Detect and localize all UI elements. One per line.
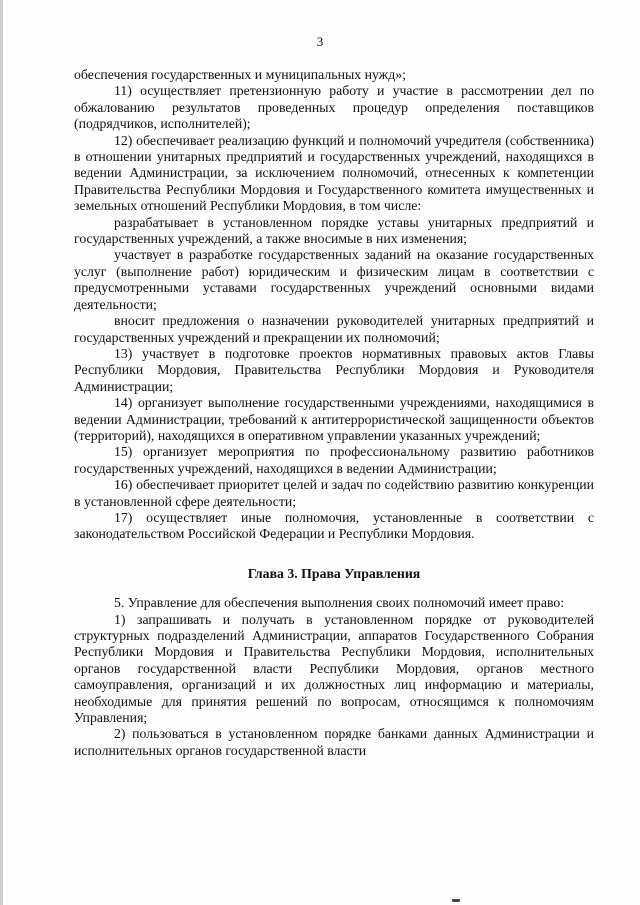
paragraph: 11) осуществляет претензионную работу и участие в рассмотрении дел по обжалованию результатов проведенных процедур определения поставщиков (подрядчиков, исполнителей); <box>74 83 594 132</box>
paragraph: разрабатывает в установленном порядке уставы унитарных предприятий и государственных учреждений, а также вносимые в них изменения; <box>74 214 594 247</box>
paragraph: 17) осуществляет иные полномочия, установленные в соответствии с законодательством Российской Федерации и Республики Мордовия. <box>74 509 594 542</box>
paragraph: 13) участвует в подготовке проектов нормативных правовых актов Главы Республики Мордовия, Правительства Республики Мордовия и Руководителя Администрации; <box>74 345 594 394</box>
scan-edge <box>0 0 3 905</box>
paragraph: 16) обеспечивает приоритет целей и задач по содействию развитию конкуренции в установленной сфере деятельности; <box>74 477 594 509</box>
document-body <box>74 67 594 759</box>
paragraph: вносит предложения о назначении руководителей унитарных предприятий и государственных учреждений и прекращении их полномочий; <box>74 313 594 345</box>
page-number: 3 <box>316 34 324 49</box>
paragraph: участвует в разработке государственных заданий на оказание государственных услуг (выполнение работ) юридическим и физическим лицам в соответствии с предусмотренными уставами государственных учреждений основными видами деятельности; <box>74 247 594 312</box>
paragraph: обеспечения государственных и муниципальных нужд»; <box>74 67 406 82</box>
chapter-title: Глава 3. Права Управления <box>247 565 421 581</box>
paragraph: 2) пользоваться в установленном порядке банками данных Администрации и исполнительных органов государственной власти <box>74 726 594 758</box>
paragraph: 1) запрашивать и получать в установленном порядке от руководителей структурных подразделений Администрации, аппаратов Государственного Собрания Республики Мордовия и Правительства Республики Мордовия, исполнительных органов государственной власти Республики Мордовия, органов местного самоуправления, организаций и их должностных лиц информацию и материалы, необходимые для принятия решений по вопросам, относящимся к полномочиям Управления; <box>74 611 594 726</box>
scan-artifact <box>452 899 460 902</box>
paragraphs-top <box>74 67 594 543</box>
paragraphs-bottom <box>74 595 594 759</box>
paragraph: 14) организует выполнение государственными учреждениями, находящимися в ведении Администрации, требований к антитеррористической защищенности объектов (территорий), находящихся в оперативном управлении указанных учреждений; <box>74 395 594 443</box>
paragraph: 12) обеспечивает реализацию функций и полномочий учредителя (собственника) в отношении унитарных предприятий и государственных учреждений, находящихся в ведении Администрации, за исключением полномочий, отнесенных к компетенции Правительства Республики Мордовия и Государственного комитета имущественных и земельных отношений Республики Мордовия, в том числе: <box>74 132 594 214</box>
paragraph: 15) организует мероприятия по профессиональному развитию работников государственных учреждений, находящихся в ведении Администрации; <box>74 444 594 476</box>
paragraph: 5. Управление для обеспечения выполнения своих полномочий имеет право: <box>114 595 565 611</box>
